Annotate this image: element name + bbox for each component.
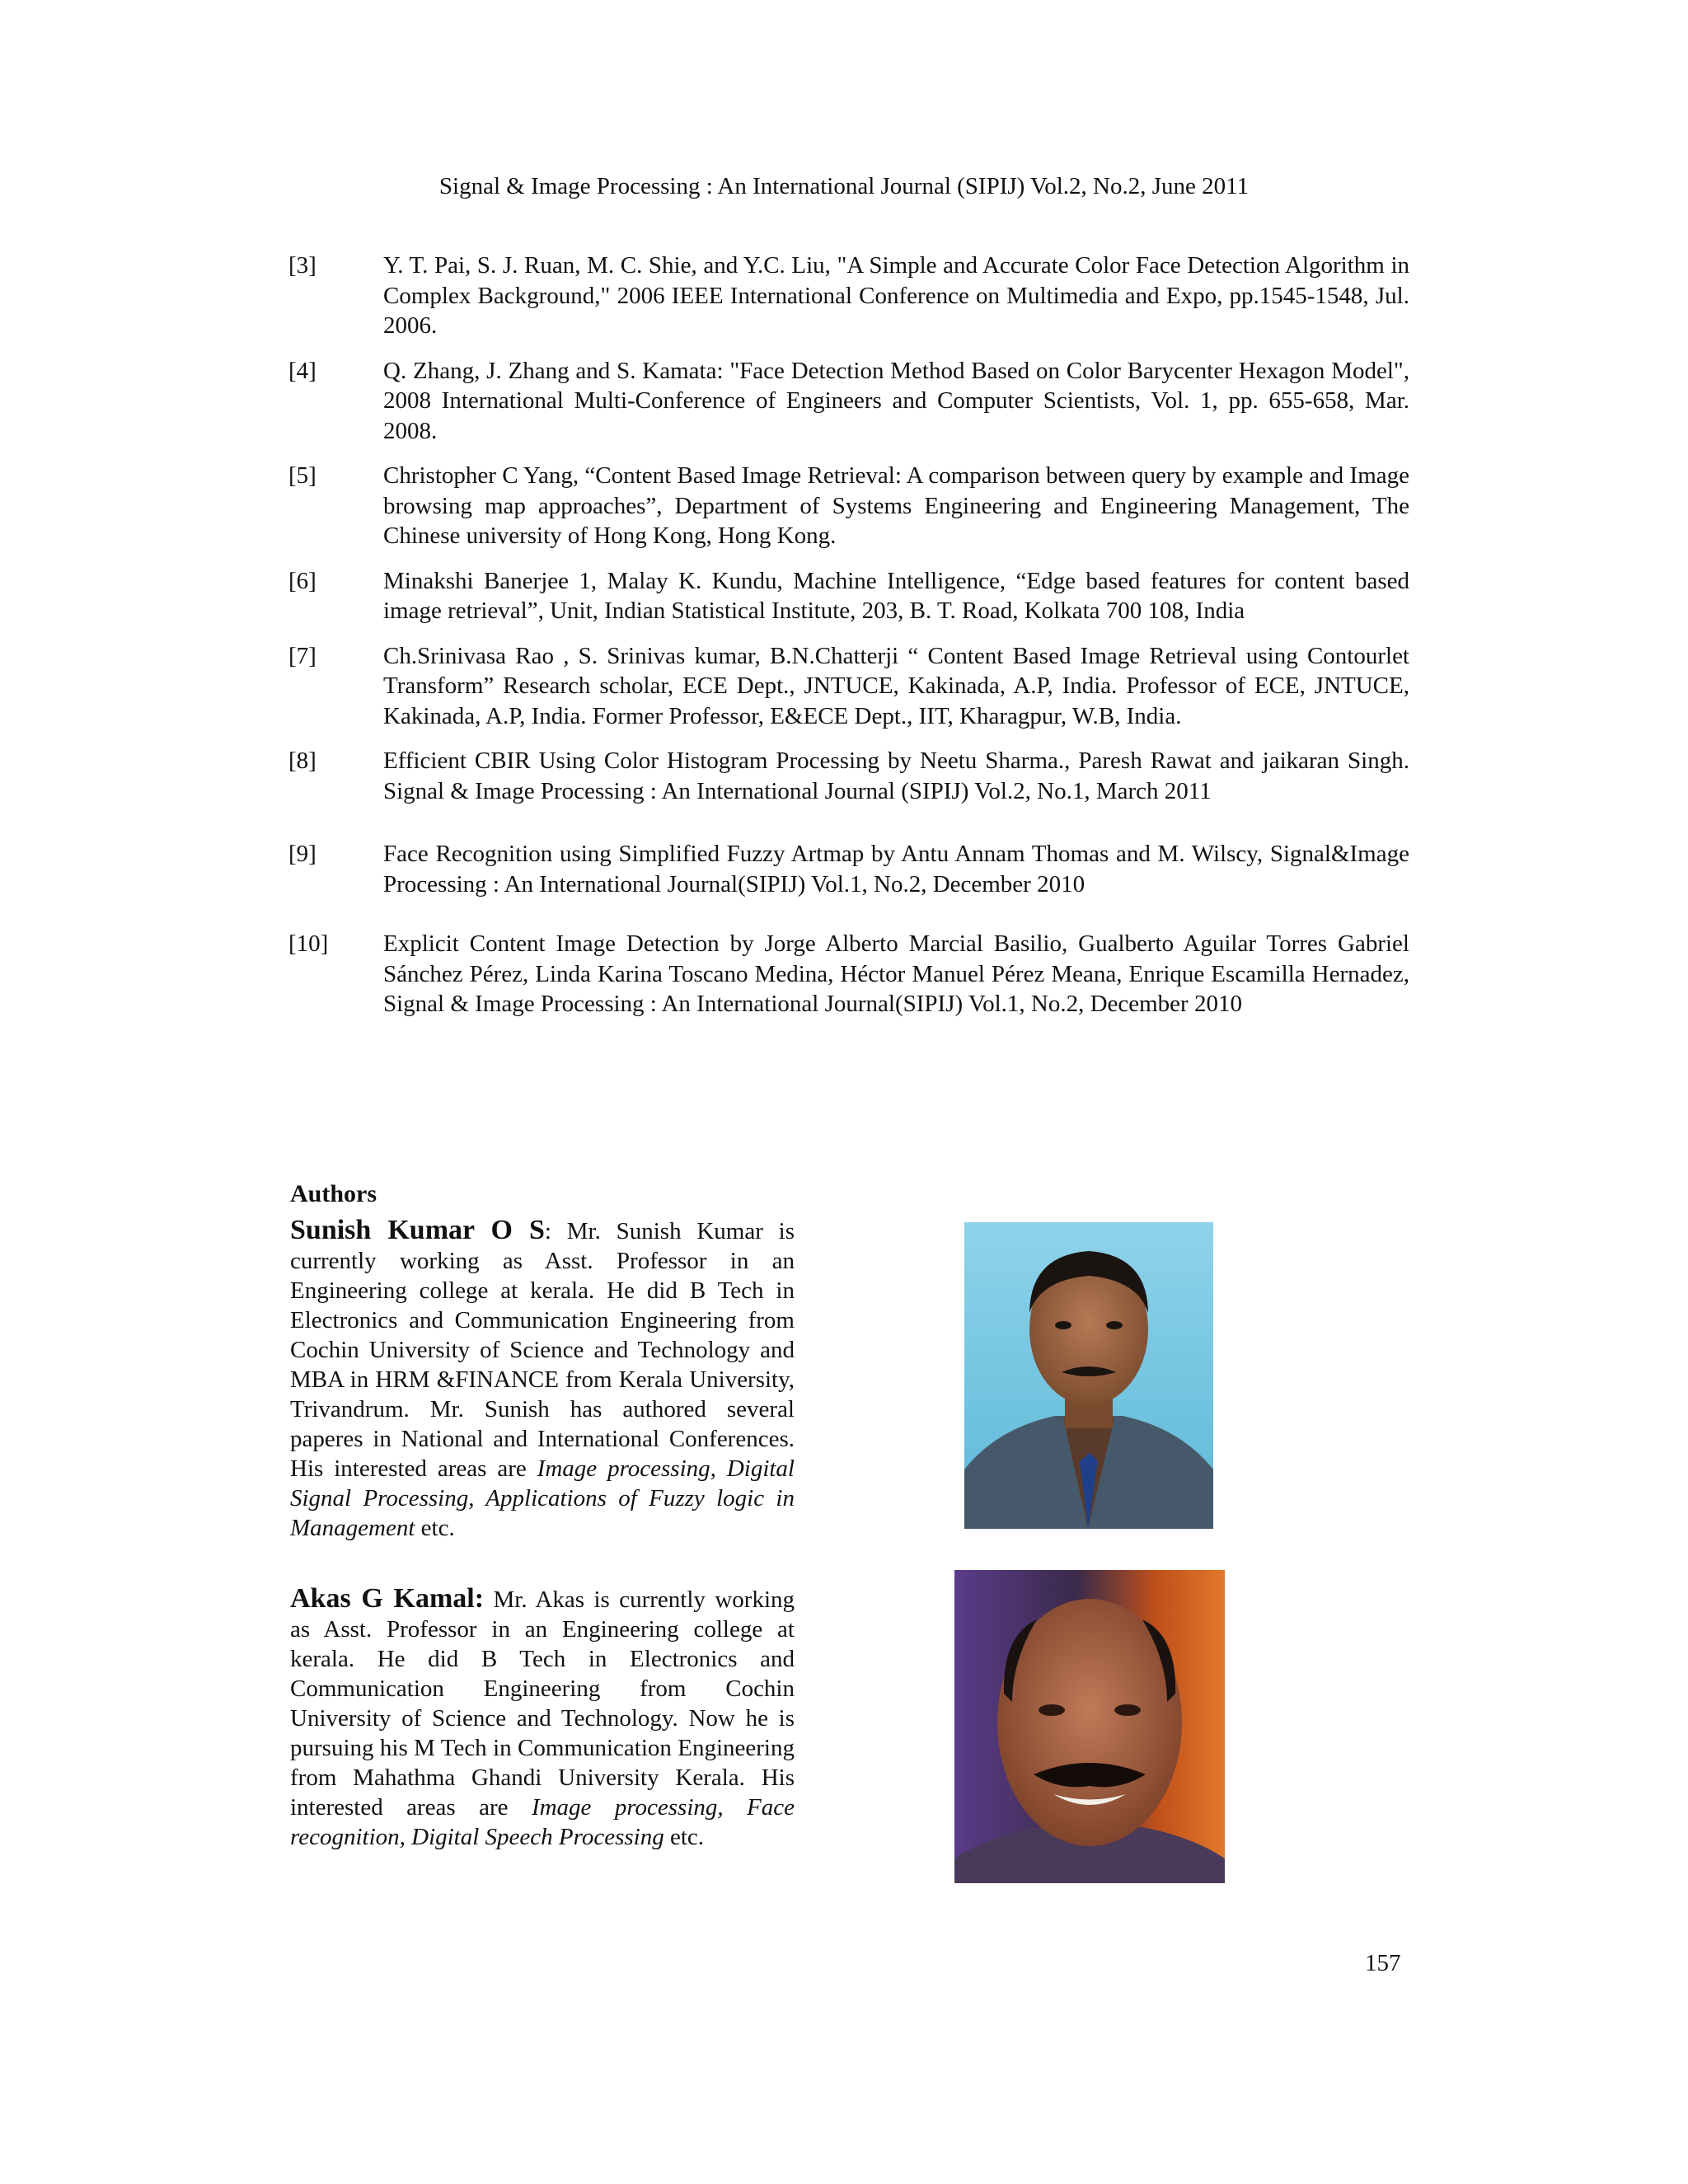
authors-heading: Authors — [290, 1180, 377, 1207]
reference-item — [288, 929, 1409, 1019]
reference-item — [288, 251, 1409, 341]
reference-number: [9] — [288, 841, 316, 867]
reference-text: Y. T. Pai, S. J. Ruan, M. C. Shie, and Y.C. Liu, "A Simple and Accurate Color Face Detection Algorithm in Complex Background," 2006 IEEE International Conference on Multimedia and Expo, pp.1545-1548, Jul. 2006. — [383, 252, 1409, 339]
reference-number: [7] — [288, 642, 316, 669]
author-bio-sunish — [290, 1216, 795, 1543]
author-bio-etc: etc. — [669, 1824, 705, 1850]
reference-text: Efficient CBIR Using Color Histogram Processing by Neetu Sharma., Paresh Rawat and jaikaran Singh. Signal & Image Processing : An International Journal (SIPIJ) Vol.2, No.1, March 2011 — [383, 748, 1409, 804]
reference-number: [4] — [288, 357, 316, 384]
author-photo-sunish — [964, 1222, 1213, 1529]
author-name-colon: : — [544, 1218, 551, 1244]
reference-item — [288, 641, 1409, 732]
author-interests: Image processing, Face recognition, Digital Speech Processing — [290, 1794, 795, 1850]
reference-text: Christopher C Yang, “Content Based Image Retrieval: A comparison between query by example and Image browsing map approaches”, Department of Systems Engineering and Engineering Management, The Chinese university of Hong Kong, Hong Kong. — [383, 462, 1409, 549]
author-interests: Image processing, Digital Signal Processing, Applications of Fuzzy logic in Management — [290, 1455, 795, 1541]
reference-item — [288, 461, 1409, 551]
reference-number: [6] — [288, 567, 316, 594]
reference-text: Explicit Content Image Detection by Jorge Alberto Marcial Basilio, Gualberto Aguilar Torres Gabriel Sánchez Pérez, Linda Karina Toscano Medina, Héctor Manuel Pérez Meana, Enrique Escamilla Hernadez, Signal & Image Processing : An International Journal(SIPIJ) Vol.1, No.2, December 2010 — [383, 930, 1409, 1017]
references-list — [288, 251, 1409, 1034]
author-bio-text: Mr. Akas is currently working as Asst. Professor in an Engineering college at kerala. He did B Tech in Electronics and Communication Engineering from Cochin University of Science and Technology. Now he is pursuing his M Tech in Communication Engineering from Mahathma Ghandi University Kerala. His interested areas are — [290, 1586, 795, 1821]
author-name: Sunish Kumar O S — [290, 1215, 545, 1245]
author-photo-akas — [954, 1570, 1225, 1883]
reference-text: Minakshi Banerjee 1, Malay K. Kundu, Machine Intelligence, “Edge based features for content based image retrieval”, Unit, Indian Statistical Institute, 203, B. T. Road, Kolkata 700 108, India — [383, 567, 1409, 624]
reference-number: [3] — [288, 252, 316, 279]
reference-item — [288, 839, 1409, 899]
reference-number: [5] — [288, 462, 316, 489]
page-number: 157 — [1365, 1950, 1401, 1976]
author-bio-akas — [290, 1584, 795, 1852]
reference-number: [8] — [288, 748, 316, 774]
reference-number: [10] — [288, 930, 329, 957]
author-bio-text: Mr. Sunish Kumar is currently working as Asst. Professor in an Engineering college at kerala. He did B Tech in Electronics and Communication Engineering from Cochin University of Science and Technology and MBA in HRM &FINANCE from Kerala University, Trivandrum. Mr. Sunish has authored several paperes in National and International Conferences. His interested areas are — [290, 1218, 795, 1482]
reference-item — [288, 746, 1409, 806]
author-name: Akas G Kamal: — [290, 1583, 485, 1614]
reference-text: Face Recognition using Simplified Fuzzy Artmap by Antu Annam Thomas and M. Wilscy, Signal&Image Processing : An International Journal(SIPIJ) Vol.1, No.2, December 2010 — [383, 841, 1409, 898]
reference-text: Q. Zhang, J. Zhang and S. Kamata: "Face Detection Method Based on Color Barycenter Hexagon Model", 2008 International Multi-Conference of Engineers and Computer Scientists, Vol. 1, pp. 655-658, Mar. 2008. — [383, 357, 1409, 444]
running-header: Signal & Image Processing : An International Journal (SIPIJ) Vol.2, No.2, June 2011 — [438, 173, 1250, 199]
reference-item — [288, 356, 1409, 447]
author-bio-etc: etc. — [420, 1515, 455, 1541]
reference-item — [288, 566, 1409, 626]
reference-text: Ch.Srinivasa Rao , S. Srinivas kumar, B.N.Chatterji “ Content Based Image Retrieval using Contourlet Transform” Research scholar, ECE Dept., JNTUCE, Kakinada, A.P, India. Professor of ECE, JNTUCE, Kakinada, A.P, India. Former Professor, E&ECE Dept., IIT, Kharagpur, W.B, India. — [383, 642, 1409, 729]
